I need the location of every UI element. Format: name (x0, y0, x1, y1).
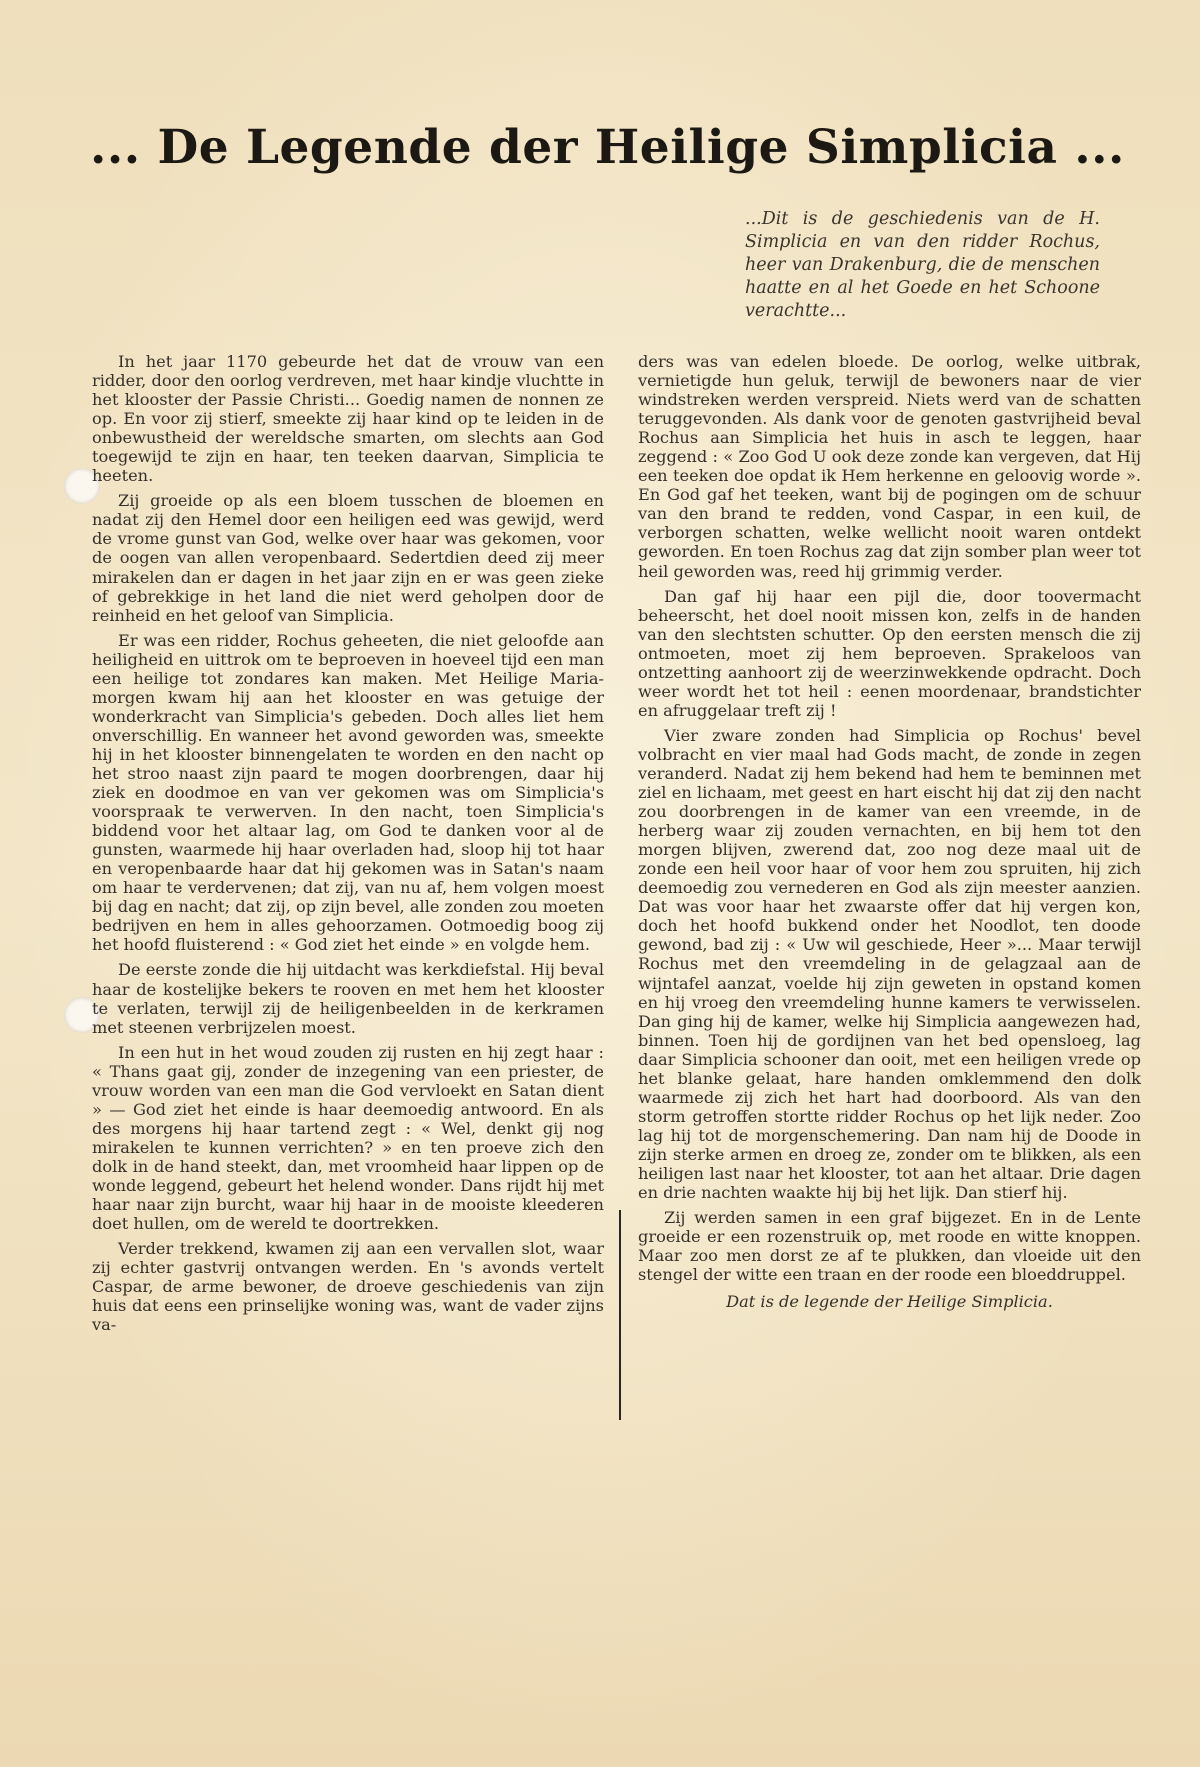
paragraph: Verder trekkend, kwamen zij aan een vervallen slot, waar zij echter gastvrij ontvangen werden. En 's avonds vertelt Caspar, de arme bewoner, de droeve geschiedenis van zijn huis dat eens een prinselijke woning was, want de vader zijns va- (92, 1239, 604, 1335)
paragraph: Zij groeide op als een bloem tusschen de bloemen en nadat zij den Hemel door een heiligen eed was gewijd, werd de vrome gunst van God, welke over haar was gekomen, voor de oogen van allen veropenbaard. Sedertdien deed zij meer mirakelen dan er dagen in het jaar zijn en er was geen zieke of gebrekkige in het land die niet werd geholpen door de reinheid en het geloof van Simplicia. (92, 491, 604, 625)
paragraph: In een hut in het woud zouden zij rusten en hij zegt haar : « Thans gaat gij, zonder de inzegening van een priester, de vrouw worden van een man die God vervloekt en Satan dient » — God ziet het einde is haar deemoedig antwoord. En als des morgens hij haar tartend zegt : « Wel, denkt gij nog mirakelen te kunnen verrichten? » en ten proeve zich den dolk in de hand steekt, dan, met vroomheid haar lippen op de wonde leggend, gebeurt het helend wonder. Dans rijdt hij met haar naar zijn burcht, waar hij haar in de mooiste kleederen doet hullen, om de wereld te doortrekken. (92, 1042, 604, 1234)
paragraph: Er was een ridder, Rochus geheeten, die niet geloofde aan heiligheid en uittrok om te beproeven in hoeveel tijd een man een heilige tot zondares kan maken. Met Heilige Maria-morgen kwam hij aan het klooster en was getuige der wonderkracht van Simplicia's gebeden. Doch alles liet hem onverschillig. En wanneer het avond geworden was, smeekte hij in het klooster binnengelaten te worden en den nacht op het stroo naast zijn paard te mogen doorbrengen, daar hij ziek en doodmoe en van ver gekomen was om Simplicia's voorspraak te verwerven. In den nacht, toen Simplicia's biddend voor het altaar lag, om God te danken voor al de gunsten, waarmede hij haar overladen had, sloop hij tot haar en veropenbaarde haar dat hij gekomen was in Satan's naam om haar te verdervenen; dat zij, van nu af, hem volgen moest bij dag en nacht; dat zij, op zijn bevel, alle zonden zou moeten bedrijven en hem in alles gehoorzamen. Ootmoedig boog zij het hoofd fluisterend : « God ziet het einde » en volgde hem. (92, 630, 604, 955)
paragraph: Vier zware zonden had Simplicia op Rochus' bevel volbracht en vier maal had Gods macht, de zonde in zegen veranderd. Nadat zij hem bekend had hem te beminnen met ziel en lichaam, met geest en hart eischt hij dat zij den nacht zou doorbrengen in de kamer van een vreemde, in de herberg waar zij zouden vernachten, en bij hem tot den morgen blijven, zwerend dat, zoo nog deze maal uit de zonde een heil voor haar of voor hem zou spruiten, hij zich deemoedig zou vernederen en God als zijn meester aanzien. Dat was voor haar het zwaarste offer dat hij vergen kon, doch het hoofd bukkend onder het Noodlot, ten doode gewond, bad zij : « Uw wil geschiede, Heer »... Maar terwijl Rochus met den vreemdeling in de gelagzaal aan de wijntafel aanzat, voelde hij zijn geweten in opstand komen en hij vroeg den vreemdeling hunne kamers te verwisselen. Dan ging hij de kamer, welke hij Simplicia aangewezen had, binnen. Toen hij de gordijnen van het bed opensloeg, lag daar Simplicia schooner dan ooit, met een heiligen vrede op het blanke gelaat, hare handen omklemmend den dolk waarmede zij zich het hart had doorboord. Als van den storm getroffen stortte ridder Rochus op het lijk neder. Zoo lag hij tot de morgenschemering. Dan nam hij de Doode in zijn sterke armen en droeg ze, zonder om te blikken, als een heiligen last naar het klooster, tot aan het altaar. Drie dagen en drie nachten waakte hij bij het lijk. Dan stierf hij. (638, 725, 1141, 1203)
paragraph: De eerste zonde die hij uitdacht was kerkdiefstal. Hij beval haar de kostelijke bekers te rooven en met hem het klooster te verlaten, terwijl zij de heiligenbeelden in de kerkramen met steenen verbrijzelen moest. (92, 960, 604, 1037)
paragraph: In het jaar 1170 gebeurde het dat de vrouw van een ridder, door den oorlog verdreven, met haar kindje vluchtte in het klooster der Passie Christi... Goedig namen de nonnen ze op. En voor zij stierf, smeekte zij haar kind op te leiden in de onbewustheid der wereldsche smarten, om slechts aan God toegewijd te zijn en haar, ten teeken daarvan, Simplicia te heeten. (92, 352, 604, 486)
article-title: ... De Legende der Heilige Simplicia ... (90, 120, 1125, 175)
article-intro: ...Dit is de geschiedenis van de H. Simplicia en van den ridder Rochus, heer van Drakenburg, die de menschen haatte en al het Goede en het Schoone verachtte... (745, 209, 1100, 321)
paragraph: Zij werden samen in een graf bijgezet. En in de Lente groeide er een rozenstruik op, met roode en witte knoppen. Maar zoo men dorst ze af te plukken, dan vloeide uit den stengel der witte een traan en der roode een bloeddruppel. (638, 1208, 1141, 1285)
paragraph: Dan gaf hij haar een pijl die, door toovermacht beheerscht, het doel nooit missen kon, zelfs in de handen van den slechtsten schutter. Op den eersten mensch die zij ontmoeten, moet zij hem beproeven. Sprakeloos van ontzetting aanhoort zij de weerzinwekkende opdracht. Doch weer wordt het tot heil : eenen moordenaar, brandstichter en afruggelaar treft zij ! (638, 586, 1141, 720)
column-rule (619, 1210, 621, 1420)
paragraph: ders was van edelen bloede. De oorlog, welke uitbrak, vernietigde hun geluk, terwijl de bewoners naar de vier windstreken werden verspreid. Niets werd van de schatten teruggevonden. Als dank voor de genoten gastvrijheid beval Rochus aan Simplicia het huis in asch te leggen, haar zeggend : « Zoo God U ook deze zonde kan vergeven, dat Hij een teeken doe opdat ik Hem herkenne en geloovig worde ». En God gaf het teeken, want bij de pogingen om de schuur van den brand te redden, vond Caspar, in een kuil, de verborgen schatten, welke wellicht nooit waren ontdekt geworden. En toen Rochus zag dat zijn somber plan weer tot heil geworden was, reed hij grimmig verder. (638, 352, 1141, 581)
right-column (638, 352, 1141, 1317)
closing-line: Dat is de legende der Heilige Simplicia. (726, 1292, 1053, 1312)
left-column (92, 352, 604, 1340)
